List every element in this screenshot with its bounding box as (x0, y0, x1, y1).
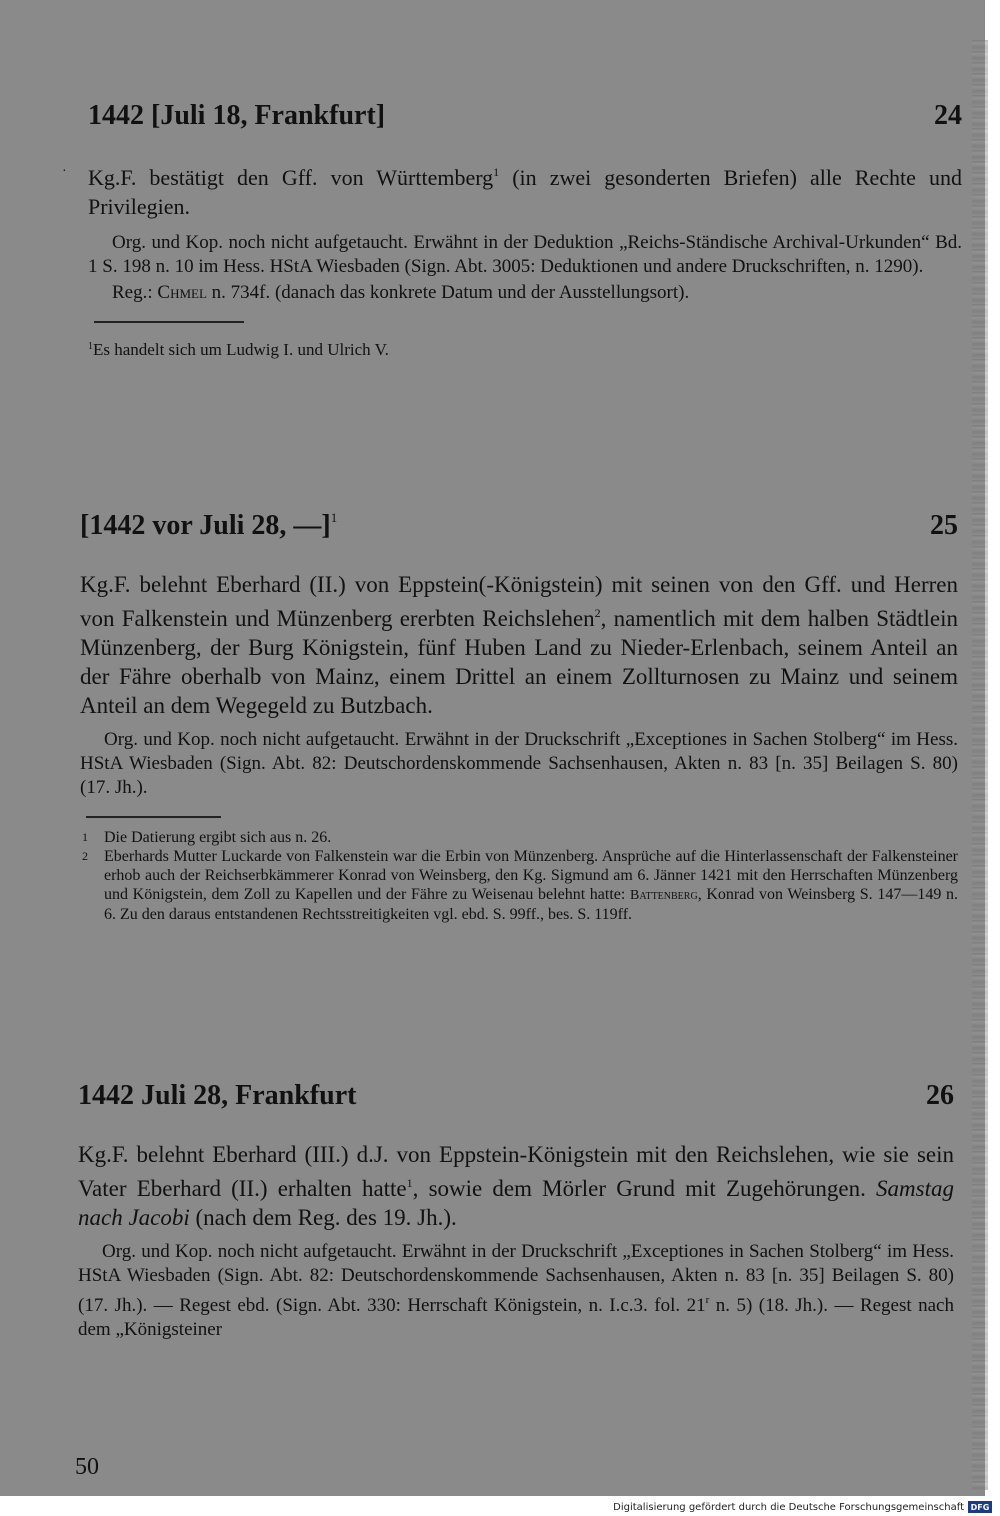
entry-source-note: Org. und Kop. noch nicht aufgetaucht. Erwähnt in der Druckschrift „Exceptiones in Sachen Stolberg“ im Hess. HStA Wiesbaden (Sign. Abt. 82: Deutschordenskommende Sachsenhausen, Akten n. 83 [n. 35] Beilagen S. 80) (17. Jh.). (80, 729, 958, 798)
entry-24 (88, 100, 962, 359)
footnote-1: $^1$Es handelt sich um Ludwig I. und Ulrich V. (88, 340, 389, 359)
entry-heading (88, 100, 962, 138)
credit-text: Digitalisierung gefördert durch die Deutsche Forschungsgemeinschaft (613, 1501, 964, 1513)
entry-summary: Kg.F. bestätigt den Gff. von Württemberg$^1$ (in zwei gesonderten Briefen) alle Rechte und Privilegien. (88, 165, 963, 219)
margin-mark: · (62, 164, 67, 179)
entry-date-title: 1442 [Juli 18, Frankfurt] (88, 100, 386, 131)
entry-reg-note: Reg.: Chmel n. 734f. (danach das konkrete Datum und der Ausstellungsort). (112, 282, 690, 303)
footnote-2: 2 Eberhards Mutter Luckarde von Falkenstein war die Erbin von Münzenberg. Ansprüche auf die Hinterlassenschaft der Falkensteiner erhob auch der Reichserbkämmerer Konrad von Weinsberg, den Kg. Sigmund am 6. Jänner 1421 mit den Herrschaften Münzenberg und Königstein, dem Zoll zu Kapellen und der Fähre zu Weisenau belehnt hatte: Battenberg, Konrad von Weinsberg S. 147—149 n. 6. Zu den daraus entstandenen Rechtsstreitigkeiten vgl. ebd. S. 99ff., bes. S. 119ff. (82, 848, 958, 923)
footnote-divider (94, 321, 244, 323)
digitization-credit (613, 1500, 992, 1514)
entry-25 (80, 510, 958, 924)
entry-26 (78, 1080, 954, 1342)
footnote-list (80, 828, 958, 924)
page-number: 50 (75, 1454, 99, 1480)
entry-heading (78, 1080, 954, 1118)
entry-number: 26 (926, 1080, 954, 1111)
entry-number: 25 (930, 510, 958, 541)
entry-source-note: Org. und Kop. noch nicht aufgetaucht. Erwähnt in der Druckschrift „Exceptiones in Sachen Stolberg“ im Hess. HStA Wiesbaden (Sign. Abt. 82: Deutschordenskommende Sachsenhausen, Akten n. 83 [n. 35] Beilagen S. 80) (17. Jh.). — Regest ebd. (Sign. Abt. 330: Herrschaft Königstein, n. I.c.3. fol. 21$^r$ n. 5) (18. Jh.). — Regest nach dem „Königsteiner (78, 1241, 954, 1340)
footnote-divider (86, 816, 221, 818)
dfg-logo: DFG (968, 1501, 992, 1513)
entry-date-title: [1442 vor Juli 28, —]$^1$ (80, 510, 338, 541)
entry-heading (80, 510, 958, 548)
entry-source-note: Org. und Kop. noch nicht aufgetaucht. Erwähnt in der Deduktion „Reichs-Ständische Archival-Urkunden“ Bd. 1 S. 198 n. 10 im Hess. HStA Wiesbaden (Sign. Abt. 3005: Deduktionen und andere Druckschriften, n. 1290). (88, 232, 962, 277)
footnote-1: 1 Die Datierung ergibt sich aus n. 26. (82, 829, 332, 846)
entry-summary: Kg.F. belehnt Eberhard (III.) d.J. von Eppstein-Königstein mit den Reichslehen, wie sie sein Vater Eberhard (II.) erhalten hatte$^1$, sowie dem Mörler Grund mit Zugehörungen. Samstag nach Jacobi (nach dem Reg. des 19. Jh.). (78, 1142, 954, 1230)
entry-date-title: 1442 Juli 28, Frankfurt (78, 1080, 357, 1111)
entry-summary: Kg.F. belehnt Eberhard (II.) von Eppstein(-Königstein) mit seinen von den Gff. und Herren von Falkenstein und Münzenberg ererbten Reichslehen$^2$, namentlich mit dem halben Städtlein Münzenberg, der Burg Königstein, fünf Huben Land zu Nieder-Erlenbach, seinem Anteil an der Fähre oberhalb von Mainz, einem Drittel an einem Zollturnosen zu Mainz und seinem Anteil an dem Wegegeld zu Butzbach. (80, 572, 958, 718)
scan-edge-artifact (972, 40, 988, 1490)
entry-number: 24 (934, 100, 962, 131)
